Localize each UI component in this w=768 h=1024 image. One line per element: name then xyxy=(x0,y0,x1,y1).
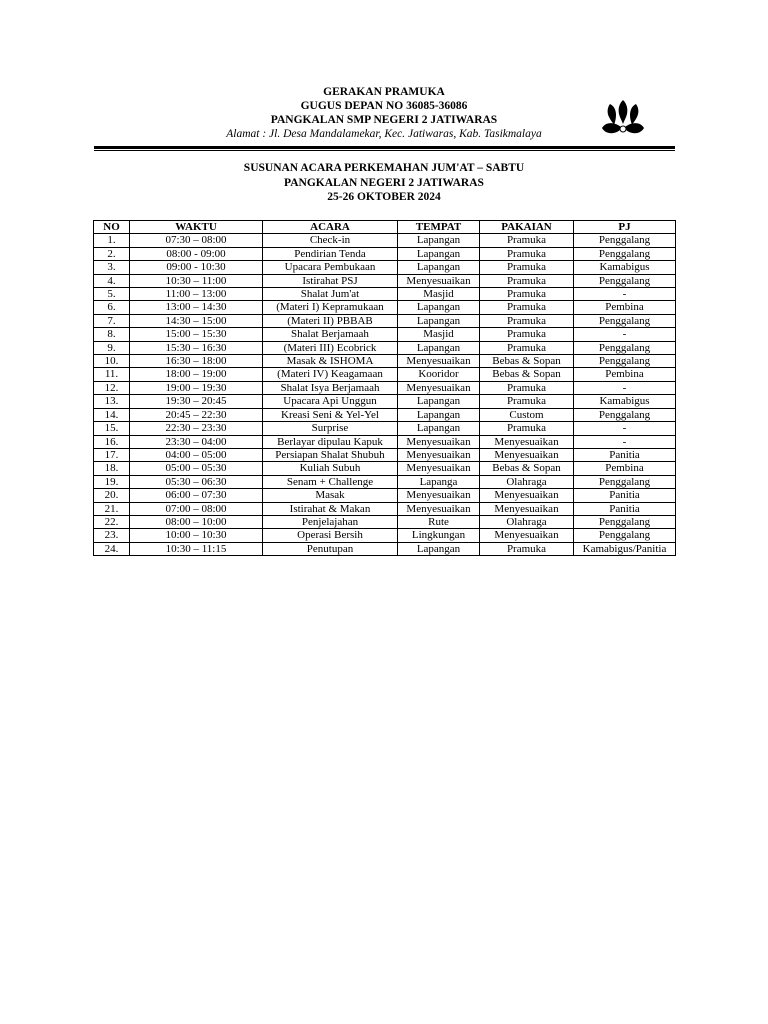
column-header-waktu: WAKTU xyxy=(130,221,263,234)
cell-waktu: 05:00 – 05:30 xyxy=(130,462,263,475)
table-row xyxy=(94,288,676,301)
cell-acara: Upacara Pembukaan xyxy=(263,261,398,274)
cell-pakaian: Menyesuaikan xyxy=(480,529,574,542)
pangkalan-name: PANGKALAN SMP NEGERI 2 JATIWARAS xyxy=(270,114,498,126)
table-row xyxy=(94,355,676,368)
cell-no: 7. xyxy=(94,314,130,327)
cell-pj: Kamabigus/Panitia xyxy=(574,542,676,555)
letterhead xyxy=(94,85,674,141)
cell-tempat: Lapangan xyxy=(398,408,480,421)
cell-pj: - xyxy=(574,288,676,301)
cell-tempat: Lapangan xyxy=(398,395,480,408)
cell-acara: Surprise xyxy=(263,422,398,435)
cell-pj: Penggalang xyxy=(574,355,676,368)
cell-waktu: 19:30 – 20:45 xyxy=(130,395,263,408)
cell-waktu: 07:30 – 08:00 xyxy=(130,234,263,247)
cell-acara: Kuliah Subuh xyxy=(263,462,398,475)
cell-no: 22. xyxy=(94,515,130,528)
cell-tempat: Lingkungan xyxy=(398,529,480,542)
table-row xyxy=(94,314,676,327)
cell-acara: Penjelajahan xyxy=(263,515,398,528)
table-row xyxy=(94,529,676,542)
table-row xyxy=(94,448,676,461)
cell-waktu: 11:00 – 13:00 xyxy=(130,288,263,301)
table-row xyxy=(94,234,676,247)
cell-no: 1. xyxy=(94,234,130,247)
cell-acara: Shalat Jum'at xyxy=(263,288,398,301)
cell-acara: Masak & ISHOMA xyxy=(263,355,398,368)
cell-tempat: Lapangan xyxy=(398,314,480,327)
cell-tempat: Lapangan xyxy=(398,247,480,260)
tunas-kelapa-logo-icon xyxy=(598,94,648,138)
cell-pj: Kamabigus xyxy=(574,261,676,274)
cell-pakaian: Pramuka xyxy=(480,341,574,354)
table-row xyxy=(94,489,676,502)
cell-acara: Check-in xyxy=(263,234,398,247)
cell-pakaian: Pramuka xyxy=(480,422,574,435)
cell-pj: - xyxy=(574,328,676,341)
cell-pj: Pembina xyxy=(574,462,676,475)
cell-pakaian: Pramuka xyxy=(480,542,574,555)
cell-pakaian: Pramuka xyxy=(480,247,574,260)
title-line-3: 25-26 OKTOBER 2024 xyxy=(327,191,441,203)
cell-pj: Panitia xyxy=(574,502,676,515)
column-header-pj: PJ xyxy=(574,221,676,234)
cell-waktu: 10:30 – 11:00 xyxy=(130,274,263,287)
title-line-1: SUSUNAN ACARA PERKEMAHAN JUM'AT – SABTU xyxy=(243,162,525,174)
cell-pj: Pembina xyxy=(574,301,676,314)
cell-tempat: Lapangan xyxy=(398,234,480,247)
cell-tempat: Menyesuaikan xyxy=(398,489,480,502)
cell-pakaian: Bebas & Sopan xyxy=(480,462,574,475)
cell-pakaian: Olahraga xyxy=(480,515,574,528)
cell-acara: Senam + Challenge xyxy=(263,475,398,488)
table-body xyxy=(94,234,676,556)
cell-acara: Kreasi Seni & Yel-Yel xyxy=(263,408,398,421)
cell-waktu: 09:00 - 10:30 xyxy=(130,261,263,274)
cell-tempat: Lapangan xyxy=(398,422,480,435)
table-row xyxy=(94,328,676,341)
cell-pj: Penggalang xyxy=(574,341,676,354)
org-name: GERAKAN PRAMUKA xyxy=(323,86,445,98)
cell-tempat: Menyesuaikan xyxy=(398,462,480,475)
cell-acara: Upacara Api Unggun xyxy=(263,395,398,408)
cell-waktu: 08:00 - 09:00 xyxy=(130,247,263,260)
cell-tempat: Menyesuaikan xyxy=(398,502,480,515)
cell-waktu: 13:00 – 14:30 xyxy=(130,301,263,314)
cell-pakaian: Pramuka xyxy=(480,274,574,287)
cell-no: 23. xyxy=(94,529,130,542)
table-row xyxy=(94,515,676,528)
cell-pakaian: Pramuka xyxy=(480,381,574,394)
table-row xyxy=(94,261,676,274)
cell-waktu: 06:00 – 07:30 xyxy=(130,489,263,502)
cell-no: 6. xyxy=(94,301,130,314)
title-line-2: PANGKALAN NEGERI 2 JATIWARAS xyxy=(284,176,484,189)
cell-tempat: Menyesuaikan xyxy=(398,381,480,394)
cell-tempat: Lapanga xyxy=(398,475,480,488)
cell-tempat: Lapangan xyxy=(398,341,480,354)
cell-pakaian: Pramuka xyxy=(480,328,574,341)
cell-pj: Penggalang xyxy=(574,475,676,488)
cell-acara: (Materi II) PBBAB xyxy=(263,314,398,327)
table-row xyxy=(94,408,676,421)
cell-pakaian: Olahraga xyxy=(480,475,574,488)
cell-no: 19. xyxy=(94,475,130,488)
cell-pj: Penggalang xyxy=(574,234,676,247)
cell-pj: Penggalang xyxy=(574,408,676,421)
table-row xyxy=(94,274,676,287)
cell-acara: Operasi Bersih xyxy=(263,529,398,542)
cell-pj: - xyxy=(574,381,676,394)
cell-acara: Penutupan xyxy=(263,542,398,555)
cell-pj: Panitia xyxy=(574,448,676,461)
cell-pakaian: Bebas & Sopan xyxy=(480,355,574,368)
cell-waktu: 16:30 – 18:00 xyxy=(130,355,263,368)
cell-no: 20. xyxy=(94,489,130,502)
gugus-depan: GUGUS DEPAN NO 36085-36086 xyxy=(300,100,468,112)
cell-waktu: 15:00 – 15:30 xyxy=(130,328,263,341)
cell-tempat: Lapangan xyxy=(398,301,480,314)
address: Alamat : Jl. Desa Mandalamekar, Kec. Jatiwaras, Kab. Tasikmalaya xyxy=(226,128,542,140)
cell-pj: - xyxy=(574,422,676,435)
cell-pakaian: Pramuka xyxy=(480,288,574,301)
cell-pakaian: Pramuka xyxy=(480,314,574,327)
table-row xyxy=(94,462,676,475)
cell-waktu: 15:30 – 16:30 xyxy=(130,341,263,354)
cell-pj: - xyxy=(574,435,676,448)
cell-tempat: Masjid xyxy=(398,288,480,301)
cell-pakaian: Pramuka xyxy=(480,234,574,247)
table-row xyxy=(94,301,676,314)
cell-pj: Panitia xyxy=(574,489,676,502)
cell-no: 4. xyxy=(94,274,130,287)
cell-waktu: 07:00 – 08:00 xyxy=(130,502,263,515)
cell-waktu: 04:00 – 05:00 xyxy=(130,448,263,461)
cell-waktu: 23:30 – 04:00 xyxy=(130,435,263,448)
cell-waktu: 18:00 – 19:00 xyxy=(130,368,263,381)
cell-no: 18. xyxy=(94,462,130,475)
letterhead-rule-thin xyxy=(94,150,675,151)
cell-waktu: 19:00 – 19:30 xyxy=(130,381,263,394)
cell-no: 11. xyxy=(94,368,130,381)
cell-waktu: 20:45 – 22:30 xyxy=(130,408,263,421)
cell-pakaian: Custom xyxy=(480,408,574,421)
cell-no: 16. xyxy=(94,435,130,448)
cell-acara: Persiapan Shalat Shubuh xyxy=(263,448,398,461)
column-header-pakaian: PAKAIAN xyxy=(480,221,574,234)
table-row xyxy=(94,368,676,381)
cell-acara: (Materi I) Kepramukaan xyxy=(263,301,398,314)
table-row xyxy=(94,381,676,394)
cell-no: 13. xyxy=(94,395,130,408)
cell-no: 8. xyxy=(94,328,130,341)
table-row xyxy=(94,395,676,408)
cell-no: 10. xyxy=(94,355,130,368)
letterhead-rule-thick xyxy=(94,146,675,149)
cell-no: 2. xyxy=(94,247,130,260)
cell-pakaian: Bebas & Sopan xyxy=(480,368,574,381)
cell-tempat: Kooridor xyxy=(398,368,480,381)
cell-pj: Kamabigus xyxy=(574,395,676,408)
cell-acara: (Materi III) Ecobrick xyxy=(263,341,398,354)
table-row xyxy=(94,502,676,515)
cell-pj: Penggalang xyxy=(574,314,676,327)
cell-tempat: Masjid xyxy=(398,328,480,341)
column-header-acara: ACARA xyxy=(263,221,398,234)
cell-tempat: Lapangan xyxy=(398,261,480,274)
cell-pj: Penggalang xyxy=(574,529,676,542)
cell-pakaian: Menyesuaikan xyxy=(480,435,574,448)
table-row xyxy=(94,422,676,435)
cell-waktu: 10:00 – 10:30 xyxy=(130,529,263,542)
table-row xyxy=(94,247,676,260)
table-row xyxy=(94,341,676,354)
cell-pj: Penggalang xyxy=(574,515,676,528)
cell-pakaian: Menyesuaikan xyxy=(480,448,574,461)
cell-no: 12. xyxy=(94,381,130,394)
cell-no: 21. xyxy=(94,502,130,515)
cell-acara: Masak xyxy=(263,489,398,502)
cell-pj: Penggalang xyxy=(574,247,676,260)
cell-pakaian: Menyesuaikan xyxy=(480,502,574,515)
cell-no: 15. xyxy=(94,422,130,435)
cell-no: 14. xyxy=(94,408,130,421)
cell-waktu: 05:30 – 06:30 xyxy=(130,475,263,488)
cell-no: 5. xyxy=(94,288,130,301)
document-title xyxy=(94,161,674,205)
table-header-row xyxy=(94,221,676,234)
cell-pakaian: Pramuka xyxy=(480,301,574,314)
cell-no: 9. xyxy=(94,341,130,354)
cell-tempat: Menyesuaikan xyxy=(398,435,480,448)
schedule-table xyxy=(93,220,676,556)
table-row xyxy=(94,542,676,555)
cell-pakaian: Pramuka xyxy=(480,395,574,408)
cell-waktu: 14:30 – 15:00 xyxy=(130,314,263,327)
cell-waktu: 22:30 – 23:30 xyxy=(130,422,263,435)
cell-tempat: Menyesuaikan xyxy=(398,448,480,461)
cell-pj: Pembina xyxy=(574,368,676,381)
cell-pakaian: Pramuka xyxy=(480,261,574,274)
cell-no: 17. xyxy=(94,448,130,461)
cell-acara: (Materi IV) Keagamaan xyxy=(263,368,398,381)
table-row xyxy=(94,475,676,488)
cell-tempat: Menyesuaikan xyxy=(398,355,480,368)
cell-pj: Penggalang xyxy=(574,274,676,287)
cell-no: 3. xyxy=(94,261,130,274)
cell-tempat: Menyesuaikan xyxy=(398,274,480,287)
cell-tempat: Lapangan xyxy=(398,542,480,555)
cell-waktu: 08:00 – 10:00 xyxy=(130,515,263,528)
cell-tempat: Rute xyxy=(398,515,480,528)
cell-acara: Shalat Isya Berjamaah xyxy=(263,381,398,394)
table-row xyxy=(94,435,676,448)
column-header-tempat: TEMPAT xyxy=(398,221,480,234)
cell-pakaian: Menyesuaikan xyxy=(480,489,574,502)
cell-acara: Berlayar dipulau Kapuk xyxy=(263,435,398,448)
cell-acara: Shalat Berjamaah xyxy=(263,328,398,341)
cell-acara: Istirahat PSJ xyxy=(263,274,398,287)
column-header-no: NO xyxy=(94,221,130,234)
cell-acara: Istirahat & Makan xyxy=(263,502,398,515)
cell-acara: Pendirian Tenda xyxy=(263,247,398,260)
cell-waktu: 10:30 – 11:15 xyxy=(130,542,263,555)
cell-no: 24. xyxy=(94,542,130,555)
